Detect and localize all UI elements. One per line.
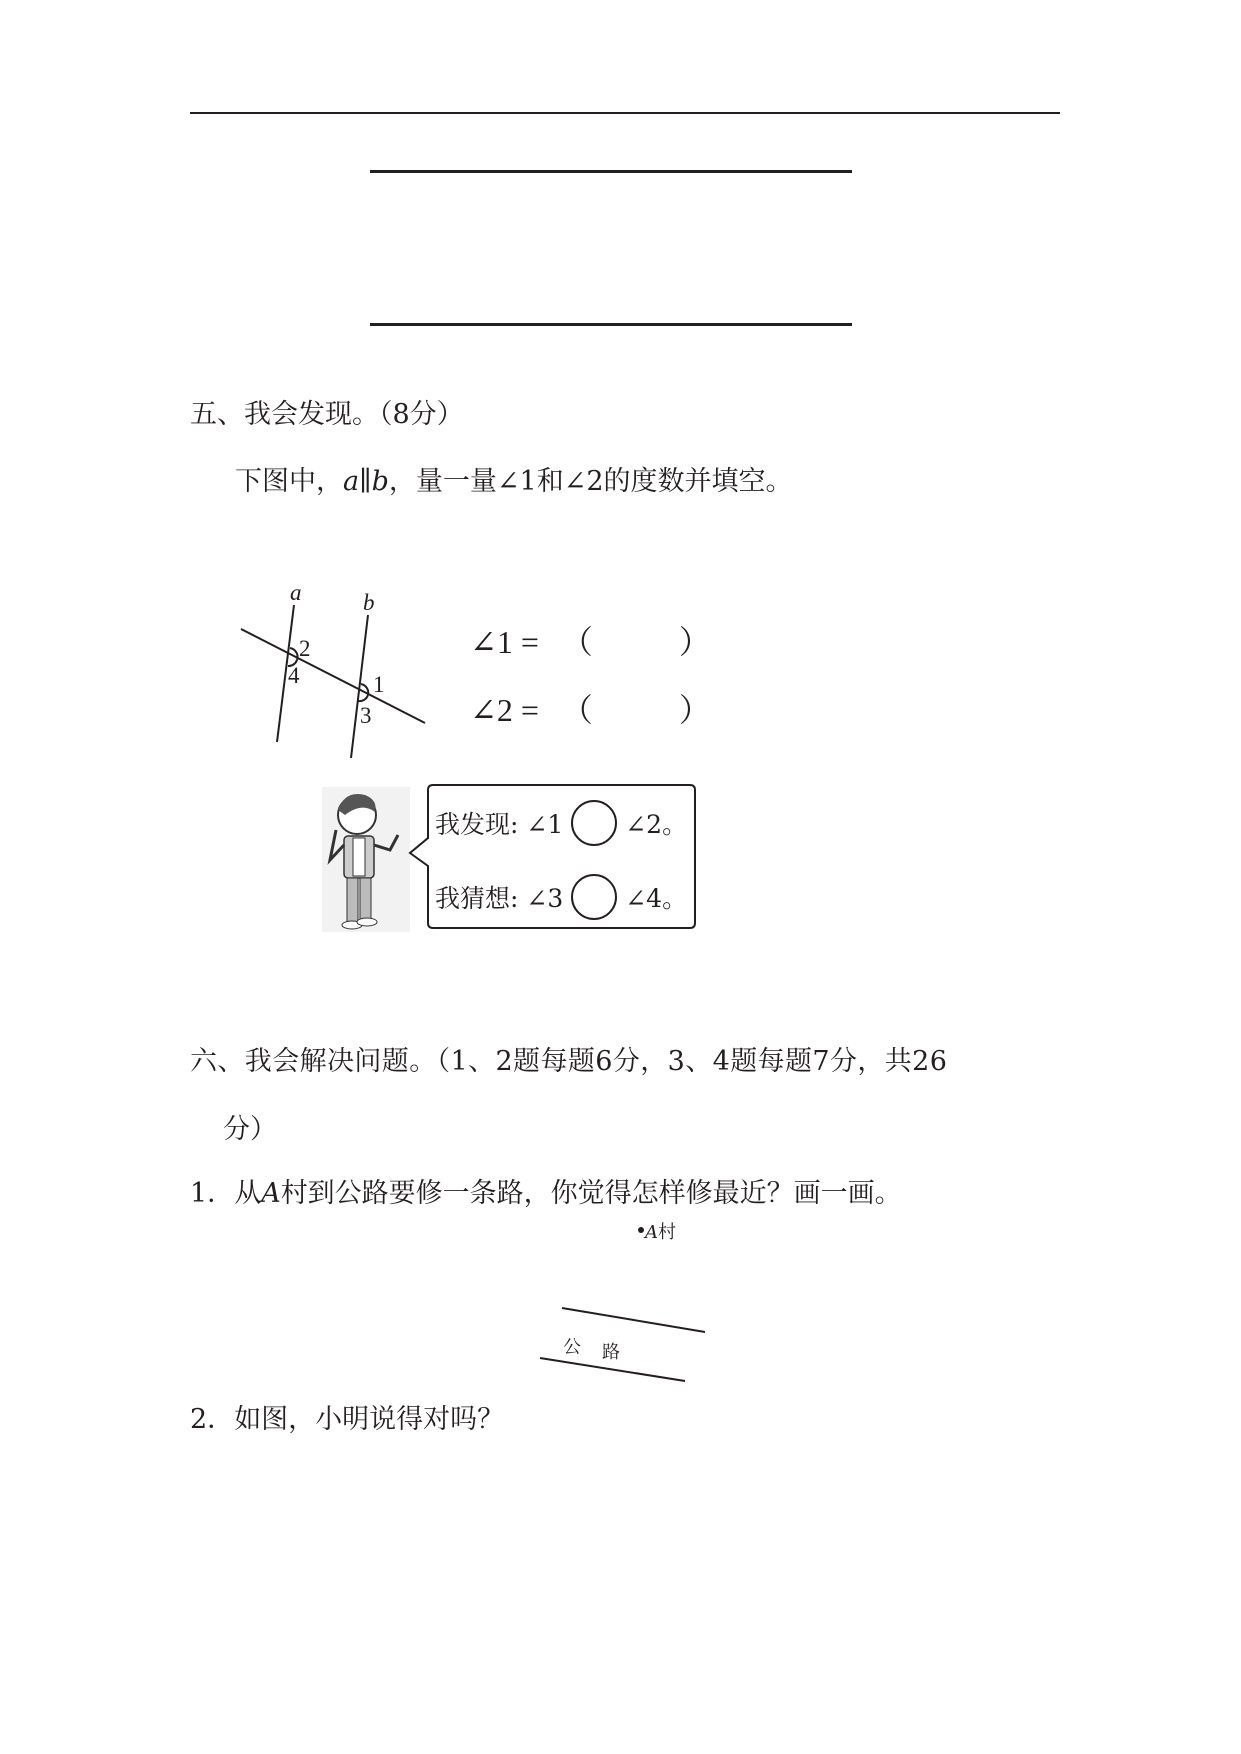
answer-angle2 <box>470 685 711 731</box>
village-a-label <box>645 1218 676 1244</box>
angle-label-2: 2 <box>299 636 311 661</box>
road-label-1: 公 <box>563 1337 581 1358</box>
village-a-letter: A <box>645 1222 658 1243</box>
q2-question: 如图，小明说得对吗？ <box>234 1404 505 1435</box>
transversal-line <box>241 629 425 723</box>
answer-angle1 <box>470 617 711 663</box>
label-a: a <box>290 580 302 605</box>
road-edge-top <box>562 1308 705 1332</box>
q1-text-a: A <box>261 1178 281 1209</box>
section5-heading: 五、我会发现。（8分） <box>190 399 464 430</box>
angle2-label: ∠2 = <box>470 692 539 728</box>
angle-label-4: 4 <box>288 663 300 688</box>
road-label-2: 路 <box>602 1342 620 1363</box>
section6-heading-line2: 分） <box>223 1114 277 1145</box>
angle2-open-paren: （ <box>560 692 593 728</box>
angle1-open-paren: （ <box>560 624 593 660</box>
bubble-line-discover <box>435 800 687 846</box>
guess-prefix: 我猜想: ∠3 <box>435 884 564 913</box>
angle-label-3: 3 <box>360 703 372 728</box>
instruction-parallel: ∥ <box>359 466 372 497</box>
discover-prefix: 我发现: ∠1 <box>435 810 564 839</box>
bubble-line-guess <box>435 874 687 920</box>
instruction-pre: 下图中， <box>235 466 343 497</box>
q2-text <box>190 1406 504 1433</box>
angle-label-1: 1 <box>373 672 385 697</box>
instruction-b: b <box>371 466 389 497</box>
compare-circle-2[interactable] <box>571 874 617 920</box>
angle1-label: ∠1 = <box>470 624 539 660</box>
angle-arc-3 <box>358 695 368 701</box>
q1-text-pre: 从 <box>234 1178 262 1209</box>
q1-number: 1． <box>190 1178 235 1209</box>
section6-heading-line1: 六、我会解决问题。（1、2题每题6分，3、4题每题7分，共26 <box>190 1046 948 1077</box>
village-a-point <box>638 1227 644 1233</box>
compare-circle-1[interactable] <box>571 800 617 846</box>
angle2-close-paren: ） <box>678 692 711 728</box>
q1-text <box>190 1180 902 1207</box>
boy-illustration-icon <box>322 787 410 932</box>
label-b: b <box>363 590 375 615</box>
angle1-close-paren: ） <box>678 624 711 660</box>
instruction-post: ，量一量∠1和∠2的度数并填空。 <box>388 466 793 497</box>
village-a-suffix: 村 <box>658 1222 676 1243</box>
q1-text-post: 村到公路要修一条路，你觉得怎样修最近？画一画。 <box>280 1178 902 1209</box>
guess-suffix: ∠4。 <box>625 884 688 913</box>
instruction-a: a <box>343 466 360 497</box>
discover-suffix: ∠2。 <box>625 810 688 839</box>
q2-number: 2． <box>190 1404 235 1435</box>
